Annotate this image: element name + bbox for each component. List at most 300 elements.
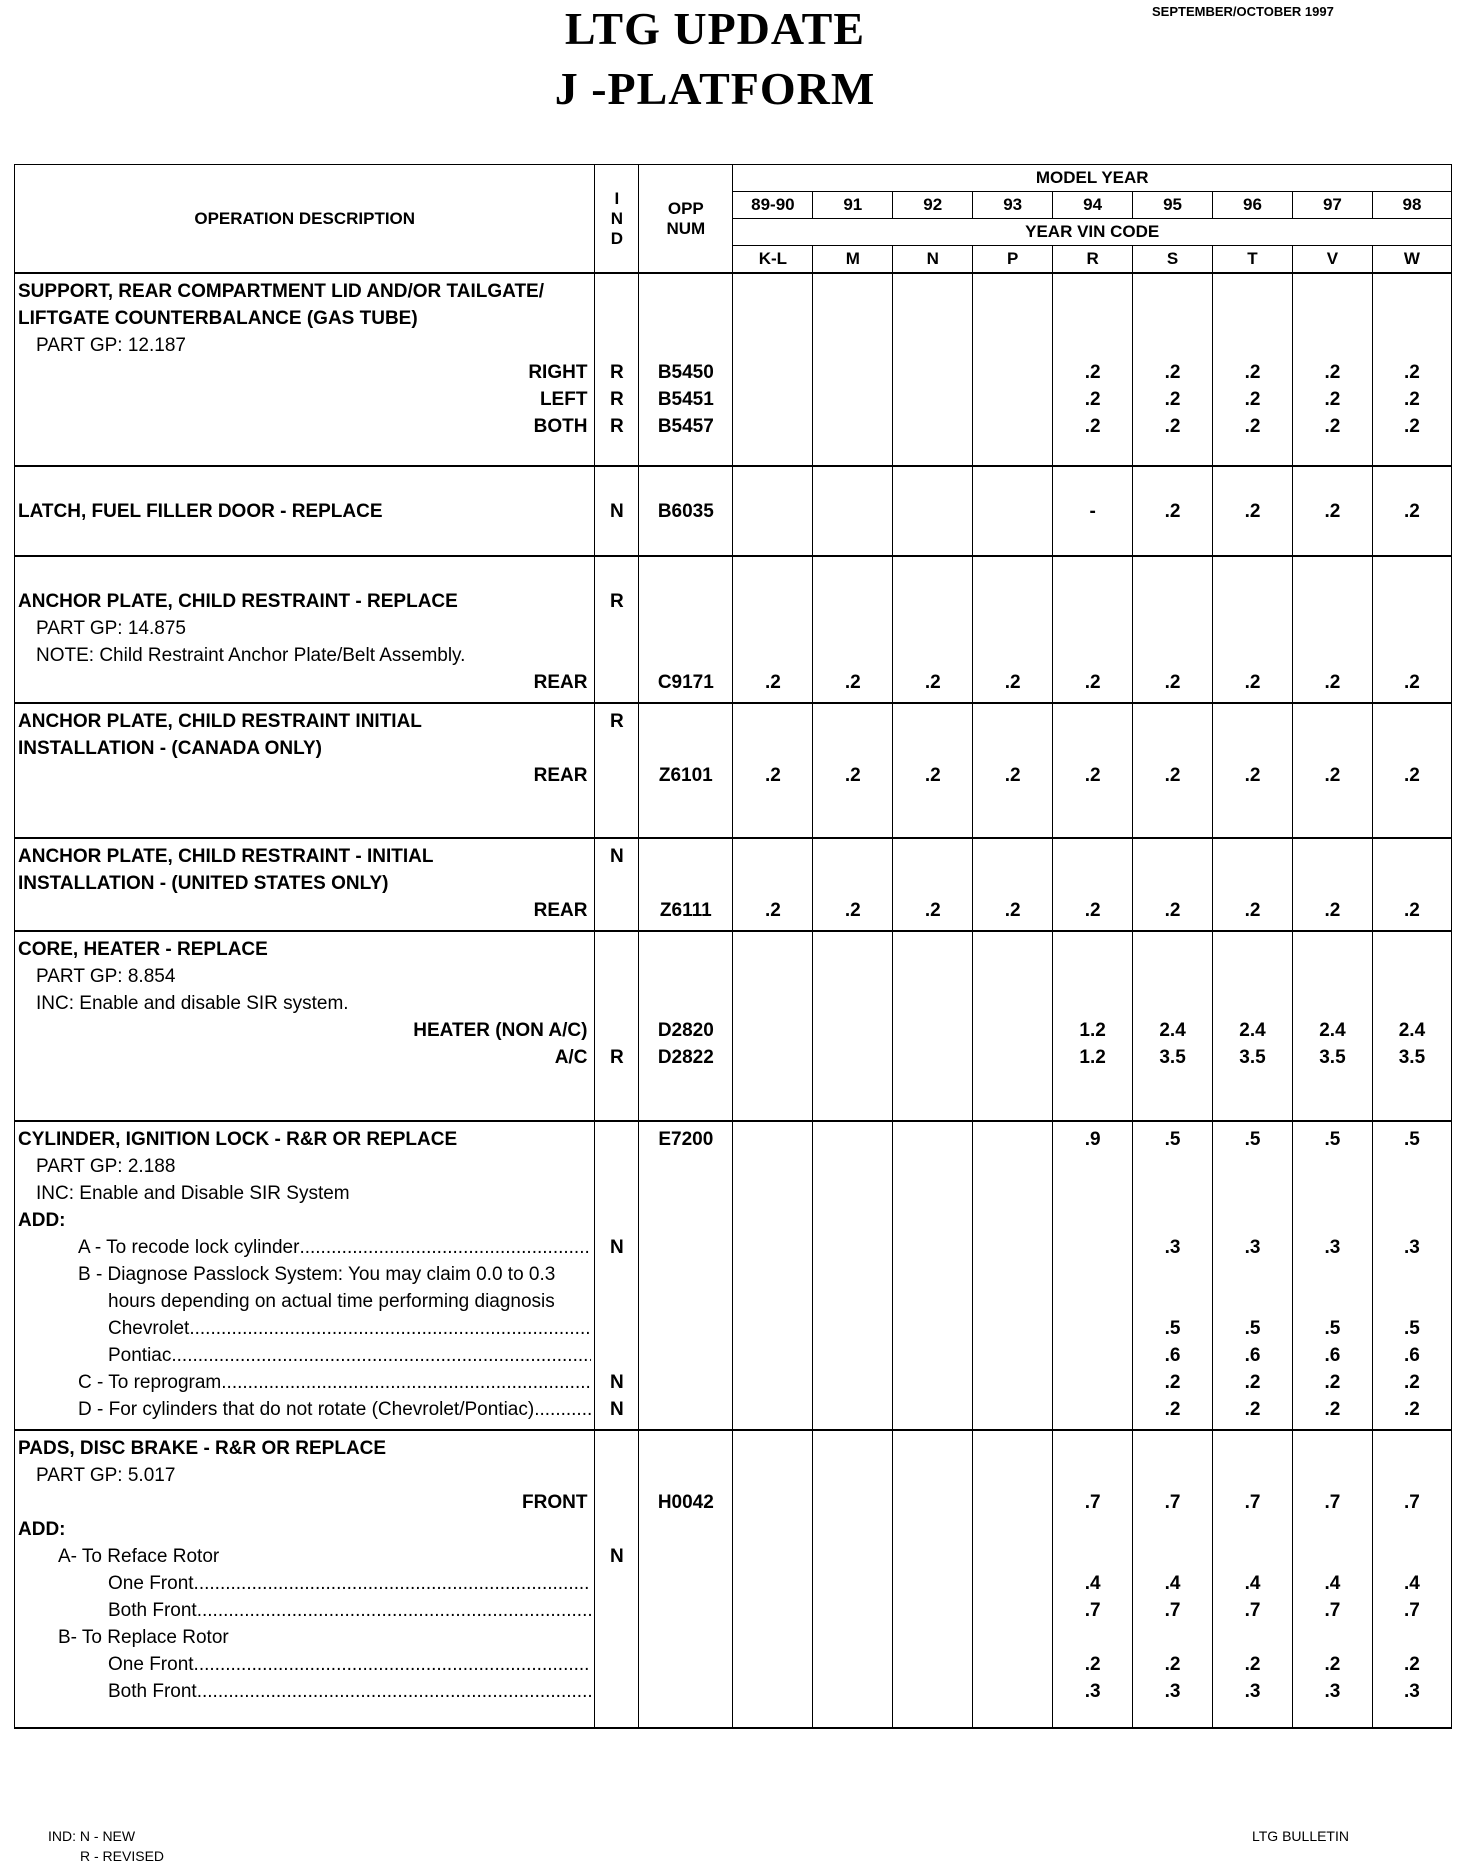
labor-time-value (973, 642, 1052, 669)
labor-time-value (893, 1234, 972, 1261)
labor-time-cell (733, 1121, 813, 1430)
line-text: D - For cylinders that do not rotate (Chevrolet/Pontiac) (78, 1399, 535, 1420)
labor-time-cell (813, 931, 893, 1121)
labor-time-value: .2 (1084, 765, 1101, 786)
opp-header-word: NUM (666, 218, 706, 238)
labor-time-value: .2 (1324, 1399, 1341, 1420)
labor-time-value (973, 1570, 1052, 1597)
labor-time-value (893, 1207, 972, 1234)
description-header: OPERATION DESCRIPTION (15, 165, 595, 274)
page-subtitle: J -PLATFORM (554, 63, 876, 114)
labor-time-value (893, 413, 972, 440)
labor-time-value: .6 (1164, 1345, 1181, 1366)
labor-time-value (813, 332, 892, 359)
labor-time-cell (893, 1430, 973, 1728)
ind-value (595, 278, 638, 305)
labor-time-value: .7 (1084, 1492, 1101, 1513)
labor-time-value (733, 1624, 812, 1651)
labor-time-value (1213, 278, 1292, 305)
operation-row (15, 1430, 1452, 1728)
labor-time-value (1053, 843, 1132, 870)
labor-time-value (813, 1288, 892, 1315)
labor-time-value (1293, 1180, 1372, 1207)
labor-time-cell (973, 273, 1053, 466)
labor-time-value (813, 1651, 892, 1678)
ind-value: R (609, 591, 624, 612)
labor-time-value (973, 1678, 1052, 1705)
labor-time-value: .2 (1404, 1372, 1420, 1393)
leader-dots (189, 1315, 591, 1342)
ind-value (595, 471, 638, 498)
page-title: LTG UPDATE (564, 3, 866, 54)
line-text: A - To recode lock cylinder (78, 1237, 300, 1258)
labor-time-value (973, 1396, 1052, 1423)
labor-time-value (1293, 332, 1372, 359)
operation-description (15, 838, 595, 931)
labor-time-value (1053, 1234, 1132, 1261)
labor-time-value (733, 1462, 812, 1489)
description-line: INSTALLATION - (CANADA ONLY) (18, 738, 322, 759)
labor-time-value (893, 1180, 972, 1207)
ind-value (595, 669, 638, 696)
labor-time-value (973, 1597, 1052, 1624)
labor-time-value (1053, 561, 1132, 588)
vin-code: P (973, 246, 1053, 274)
labor-time-value: .3 (1324, 1237, 1341, 1258)
ind-cell (595, 1121, 639, 1430)
labor-time-value: .2 (1004, 765, 1021, 786)
labor-time-value: .2 (1084, 672, 1101, 693)
ind-value (595, 1489, 638, 1516)
ind-value (595, 642, 638, 669)
ind-value: R (609, 362, 624, 383)
ind-cell (595, 273, 639, 466)
labor-time-value: .2 (1404, 672, 1420, 693)
opp-num-value (639, 870, 732, 897)
labor-time-value (1373, 561, 1451, 588)
labor-time-cell (1133, 931, 1213, 1121)
labor-time-value (733, 1369, 812, 1396)
labor-time-value (893, 332, 972, 359)
labor-time-value (813, 963, 892, 990)
labor-time-value (813, 1516, 892, 1543)
ind-value: N (609, 1237, 624, 1258)
labor-time-value (813, 1624, 892, 1651)
labor-time-value (733, 963, 812, 990)
opp-num-value: D2820 (657, 1020, 714, 1041)
labor-time-value (1053, 278, 1132, 305)
labor-time-cell (1133, 1430, 1213, 1728)
labor-time-value (1373, 735, 1451, 762)
labor-time-value (733, 332, 812, 359)
labor-time-value (1293, 843, 1372, 870)
labor-time-value (893, 1624, 972, 1651)
vin-code: V (1292, 246, 1372, 274)
labor-time-value: .2 (1164, 389, 1181, 410)
labor-time-value: .2 (1324, 416, 1341, 437)
ind-cell (595, 556, 639, 703)
labor-time-value (973, 305, 1052, 332)
labor-time-value (733, 1342, 812, 1369)
labor-time-value: .2 (1164, 1372, 1181, 1393)
labor-time-value (1133, 1288, 1212, 1315)
labor-time-value (1293, 870, 1372, 897)
opp-num-value (639, 1543, 732, 1570)
description-line (18, 1342, 591, 1369)
leader-dots (194, 1570, 592, 1597)
labor-time-value (1213, 843, 1292, 870)
ind-value (595, 1342, 638, 1369)
labor-time-value (973, 561, 1052, 588)
labor-time-value (813, 936, 892, 963)
opp-num-value (639, 936, 732, 963)
leader-dots (194, 1651, 592, 1678)
labor-time-value (1053, 1261, 1132, 1288)
opp-num-cell (639, 273, 733, 466)
labor-time-value: .2 (924, 672, 941, 693)
labor-time-value (813, 870, 892, 897)
labor-time-value (973, 498, 1052, 525)
opp-num-value: B6035 (657, 501, 714, 522)
labor-time-value (1053, 1369, 1132, 1396)
labor-time-value (813, 278, 892, 305)
labor-time-cell (893, 466, 973, 556)
labor-time-value (1053, 1207, 1132, 1234)
operation-description (15, 703, 595, 838)
labor-time-value: .2 (1404, 900, 1420, 921)
labor-time-value (1213, 1288, 1292, 1315)
ind-value (595, 1435, 638, 1462)
labor-time-value (1293, 1288, 1372, 1315)
labor-time-value (1293, 1624, 1372, 1651)
labor-time-value (813, 1543, 892, 1570)
labor-time-value (893, 1261, 972, 1288)
description-line (18, 1570, 591, 1597)
labor-time-cell (973, 838, 1053, 931)
labor-time-value: .2 (1324, 389, 1341, 410)
labor-time-value (733, 498, 812, 525)
labor-time-value (893, 1435, 972, 1462)
labor-time-value (1213, 1207, 1292, 1234)
ind-value (595, 1126, 638, 1153)
labor-time-value (1053, 1342, 1132, 1369)
labor-time-value (893, 1153, 972, 1180)
description-line: BOTH (533, 416, 588, 437)
ind-value (595, 870, 638, 897)
opp-num-value (639, 561, 732, 588)
labor-time-value (893, 708, 972, 735)
ind-header-letter: N (610, 208, 623, 228)
operation-description (15, 466, 595, 556)
labor-time-value (973, 615, 1052, 642)
labor-time-value (733, 1516, 812, 1543)
labor-time-value (1373, 843, 1451, 870)
labor-time-value (1213, 1516, 1292, 1543)
labor-time-cell (893, 931, 973, 1121)
description-line (18, 561, 591, 588)
labor-time-cell (733, 273, 813, 466)
labor-time-value: .7 (1244, 1600, 1261, 1621)
labor-time-value (1053, 588, 1132, 615)
labor-time-value (813, 1396, 892, 1423)
labor-time-value (1133, 278, 1212, 305)
labor-time-value (733, 1126, 812, 1153)
opp-num-value (639, 1570, 732, 1597)
labor-time-value: .2 (844, 672, 861, 693)
opp-num-value: E7200 (658, 1129, 714, 1150)
labor-time-value (1053, 471, 1132, 498)
labor-time-value: .2 (1164, 900, 1181, 921)
opp-num-value (639, 278, 732, 305)
ind-cell (595, 931, 639, 1121)
labor-time-value (1053, 936, 1132, 963)
labor-time-value (733, 1017, 812, 1044)
labor-time-cell (973, 1121, 1053, 1430)
labor-time-value: 3.5 (1239, 1047, 1266, 1068)
labor-time-value (973, 1315, 1052, 1342)
labor-time-value (893, 1678, 972, 1705)
opp-num-value: D2822 (657, 1047, 714, 1068)
labor-time-value (733, 1651, 812, 1678)
labor-time-value: .2 (1244, 389, 1261, 410)
labor-time-value (813, 1435, 892, 1462)
labor-time-value (813, 1462, 892, 1489)
ind-value (595, 1153, 638, 1180)
labor-time-value: .2 (1404, 1654, 1420, 1675)
labor-time-value (733, 1396, 812, 1423)
description-line (18, 1369, 591, 1396)
labor-time-value (1293, 708, 1372, 735)
opp-num-value (639, 642, 732, 669)
labor-time-value (893, 1126, 972, 1153)
labor-time-value (733, 1570, 812, 1597)
labor-time-value (1293, 1261, 1372, 1288)
description-line (18, 1597, 591, 1624)
bulletin-label: LTG BULLETIN (1252, 1828, 1349, 1844)
opp-num-value (639, 735, 732, 762)
labor-time-value (733, 1315, 812, 1342)
opp-num-value (639, 1396, 732, 1423)
labor-time-value (1293, 1516, 1372, 1543)
labor-time-value: .2 (1324, 1654, 1341, 1675)
description-line: NOTE: Child Restraint Anchor Plate/Belt Assembly. (36, 645, 466, 666)
operation-row (15, 838, 1452, 931)
labor-time-value (1373, 1153, 1451, 1180)
labor-time-value (973, 1543, 1052, 1570)
table-body (15, 273, 1452, 1728)
labor-time-value (1133, 1543, 1212, 1570)
issue-date: SEPTEMBER/OCTOBER 1997 (1152, 4, 1334, 19)
ind-value (595, 1597, 638, 1624)
ind-cell (595, 703, 639, 838)
opp-num-value (639, 1462, 732, 1489)
leader-dots (534, 1396, 591, 1423)
labor-time-value (813, 305, 892, 332)
labor-time-value: .5 (1404, 1318, 1420, 1339)
labor-time-cell (1133, 703, 1213, 838)
ind-value (595, 1261, 638, 1288)
labor-time-value (813, 1180, 892, 1207)
labor-time-value: .2 (1324, 672, 1341, 693)
opp-num-value (639, 1288, 732, 1315)
labor-time-cell (1213, 556, 1293, 703)
ind-value: R (609, 711, 624, 732)
labor-time-value (973, 1369, 1052, 1396)
year-header: 97 (1292, 192, 1372, 219)
labor-time-cell (893, 1121, 973, 1430)
labor-time-cell (973, 931, 1053, 1121)
description-line: LIFTGATE COUNTERBALANCE (GAS TUBE) (18, 308, 418, 329)
ind-value (595, 990, 638, 1017)
opp-num-value (639, 588, 732, 615)
labor-time-value (1213, 615, 1292, 642)
opp-header-word: OPP (667, 198, 704, 218)
year-header: 92 (893, 192, 973, 219)
labor-time-value (893, 561, 972, 588)
labor-time-value (1373, 642, 1451, 669)
ind-value (595, 735, 638, 762)
line-text: One Front (108, 1573, 194, 1594)
labor-time-value (1213, 870, 1292, 897)
opp-num-value (639, 843, 732, 870)
labor-time-value: .7 (1324, 1600, 1341, 1621)
labor-time-value (1213, 642, 1292, 669)
description-line (18, 1315, 591, 1342)
labor-time-value (1293, 963, 1372, 990)
year-header: 89-90 (733, 192, 813, 219)
labor-time-value (1133, 615, 1212, 642)
ind-header (595, 165, 639, 274)
labor-time-value (973, 990, 1052, 1017)
ind-value (595, 1315, 638, 1342)
labor-time-value: .3 (1404, 1681, 1420, 1702)
opp-num-value (639, 1234, 732, 1261)
labor-time-cell (1372, 703, 1451, 838)
labor-time-value (973, 359, 1052, 386)
labor-time-value: .3 (1084, 1681, 1101, 1702)
labor-time-value (1133, 843, 1212, 870)
labor-time-value: .2 (1084, 1654, 1101, 1675)
labor-time-value (813, 1369, 892, 1396)
legend-revised: R - REVISED (80, 1848, 165, 1864)
labor-time-value (1213, 561, 1292, 588)
labor-time-value (893, 1462, 972, 1489)
labor-time-value (973, 1489, 1052, 1516)
operation-row (15, 931, 1452, 1121)
labor-time-value (813, 735, 892, 762)
labor-time-value (1133, 1180, 1212, 1207)
opp-num-value (639, 1153, 732, 1180)
description-line: ADD: (18, 1210, 66, 1231)
labor-time-value (1133, 1462, 1212, 1489)
description-line: FRONT (522, 1492, 588, 1513)
labor-time-cell (973, 703, 1053, 838)
operation-row (15, 466, 1452, 556)
labor-time-value (973, 1017, 1052, 1044)
labor-time-value: .3 (1164, 1681, 1181, 1702)
labor-time-value (893, 1516, 972, 1543)
labor-time-value (973, 1342, 1052, 1369)
labor-time-value (1293, 471, 1372, 498)
labor-time-value (813, 1207, 892, 1234)
labor-time-value (1213, 1543, 1292, 1570)
labor-time-value (813, 1234, 892, 1261)
labor-time-value (973, 1462, 1052, 1489)
labor-time-value: .2 (1244, 362, 1261, 383)
opp-num-value (639, 1369, 732, 1396)
labor-time-value: .2 (1244, 765, 1261, 786)
labor-time-value (1133, 305, 1212, 332)
labor-time-cell (1292, 466, 1372, 556)
labor-time-value (733, 708, 812, 735)
labor-time-value: 2.4 (1319, 1020, 1346, 1041)
labor-time-value: .2 (1244, 900, 1261, 921)
labor-time-value (893, 963, 972, 990)
labor-time-value: .2 (1324, 501, 1341, 522)
opp-num-value (639, 990, 732, 1017)
labor-time-cell (973, 466, 1053, 556)
description-line: A/C (554, 1047, 588, 1068)
table-header (15, 165, 1452, 274)
labor-time-value: .2 (1084, 362, 1101, 383)
labor-time-value: .2 (1244, 416, 1261, 437)
labor-time-value: .2 (1164, 672, 1181, 693)
labor-time-value: .4 (1084, 1573, 1101, 1594)
ind-value (595, 561, 638, 588)
labor-time-value (1373, 1462, 1451, 1489)
labor-time-value (973, 1153, 1052, 1180)
labor-time-value (1213, 990, 1292, 1017)
opp-num-cell (639, 703, 733, 838)
model-year-header: MODEL YEAR (733, 165, 1452, 192)
ind-value: N (609, 1372, 624, 1393)
vin-code: M (813, 246, 893, 274)
labor-time-cell (1053, 466, 1133, 556)
labor-time-cell (893, 838, 973, 931)
labor-time-cell (1213, 1430, 1293, 1728)
labor-time-cell (973, 1430, 1053, 1728)
opp-num-cell (639, 556, 733, 703)
labor-time-value: .4 (1164, 1573, 1181, 1594)
opp-num-cell (639, 1121, 733, 1430)
labor-time-value: .2 (764, 765, 781, 786)
labor-time-value: 1.2 (1079, 1020, 1106, 1041)
line-text: Chevrolet (108, 1318, 190, 1339)
labor-time-value: .2 (1244, 672, 1261, 693)
labor-time-value (733, 1261, 812, 1288)
labor-time-cell (893, 556, 973, 703)
labor-time-value: .2 (844, 900, 861, 921)
line-text: Pontiac (108, 1345, 172, 1366)
labor-time-value: .2 (1324, 362, 1341, 383)
labor-time-cell (1372, 838, 1451, 931)
labor-time-value (973, 1516, 1052, 1543)
labor-time-cell (813, 703, 893, 838)
labor-time-value (1373, 990, 1451, 1017)
labor-time-value (1133, 735, 1212, 762)
labor-time-value: .5 (1324, 1129, 1341, 1150)
labor-time-cell (1133, 1121, 1213, 1430)
labor-time-value: .7 (1164, 1492, 1181, 1513)
labor-time-cell (1053, 556, 1133, 703)
opp-num-value: H0042 (657, 1492, 714, 1513)
vin-code: N (893, 246, 973, 274)
labor-time-value: .2 (1404, 416, 1420, 437)
labor-time-value (893, 870, 972, 897)
labor-time-value (733, 1234, 812, 1261)
labor-time-value (1373, 332, 1451, 359)
labor-time-value (1053, 1315, 1132, 1342)
